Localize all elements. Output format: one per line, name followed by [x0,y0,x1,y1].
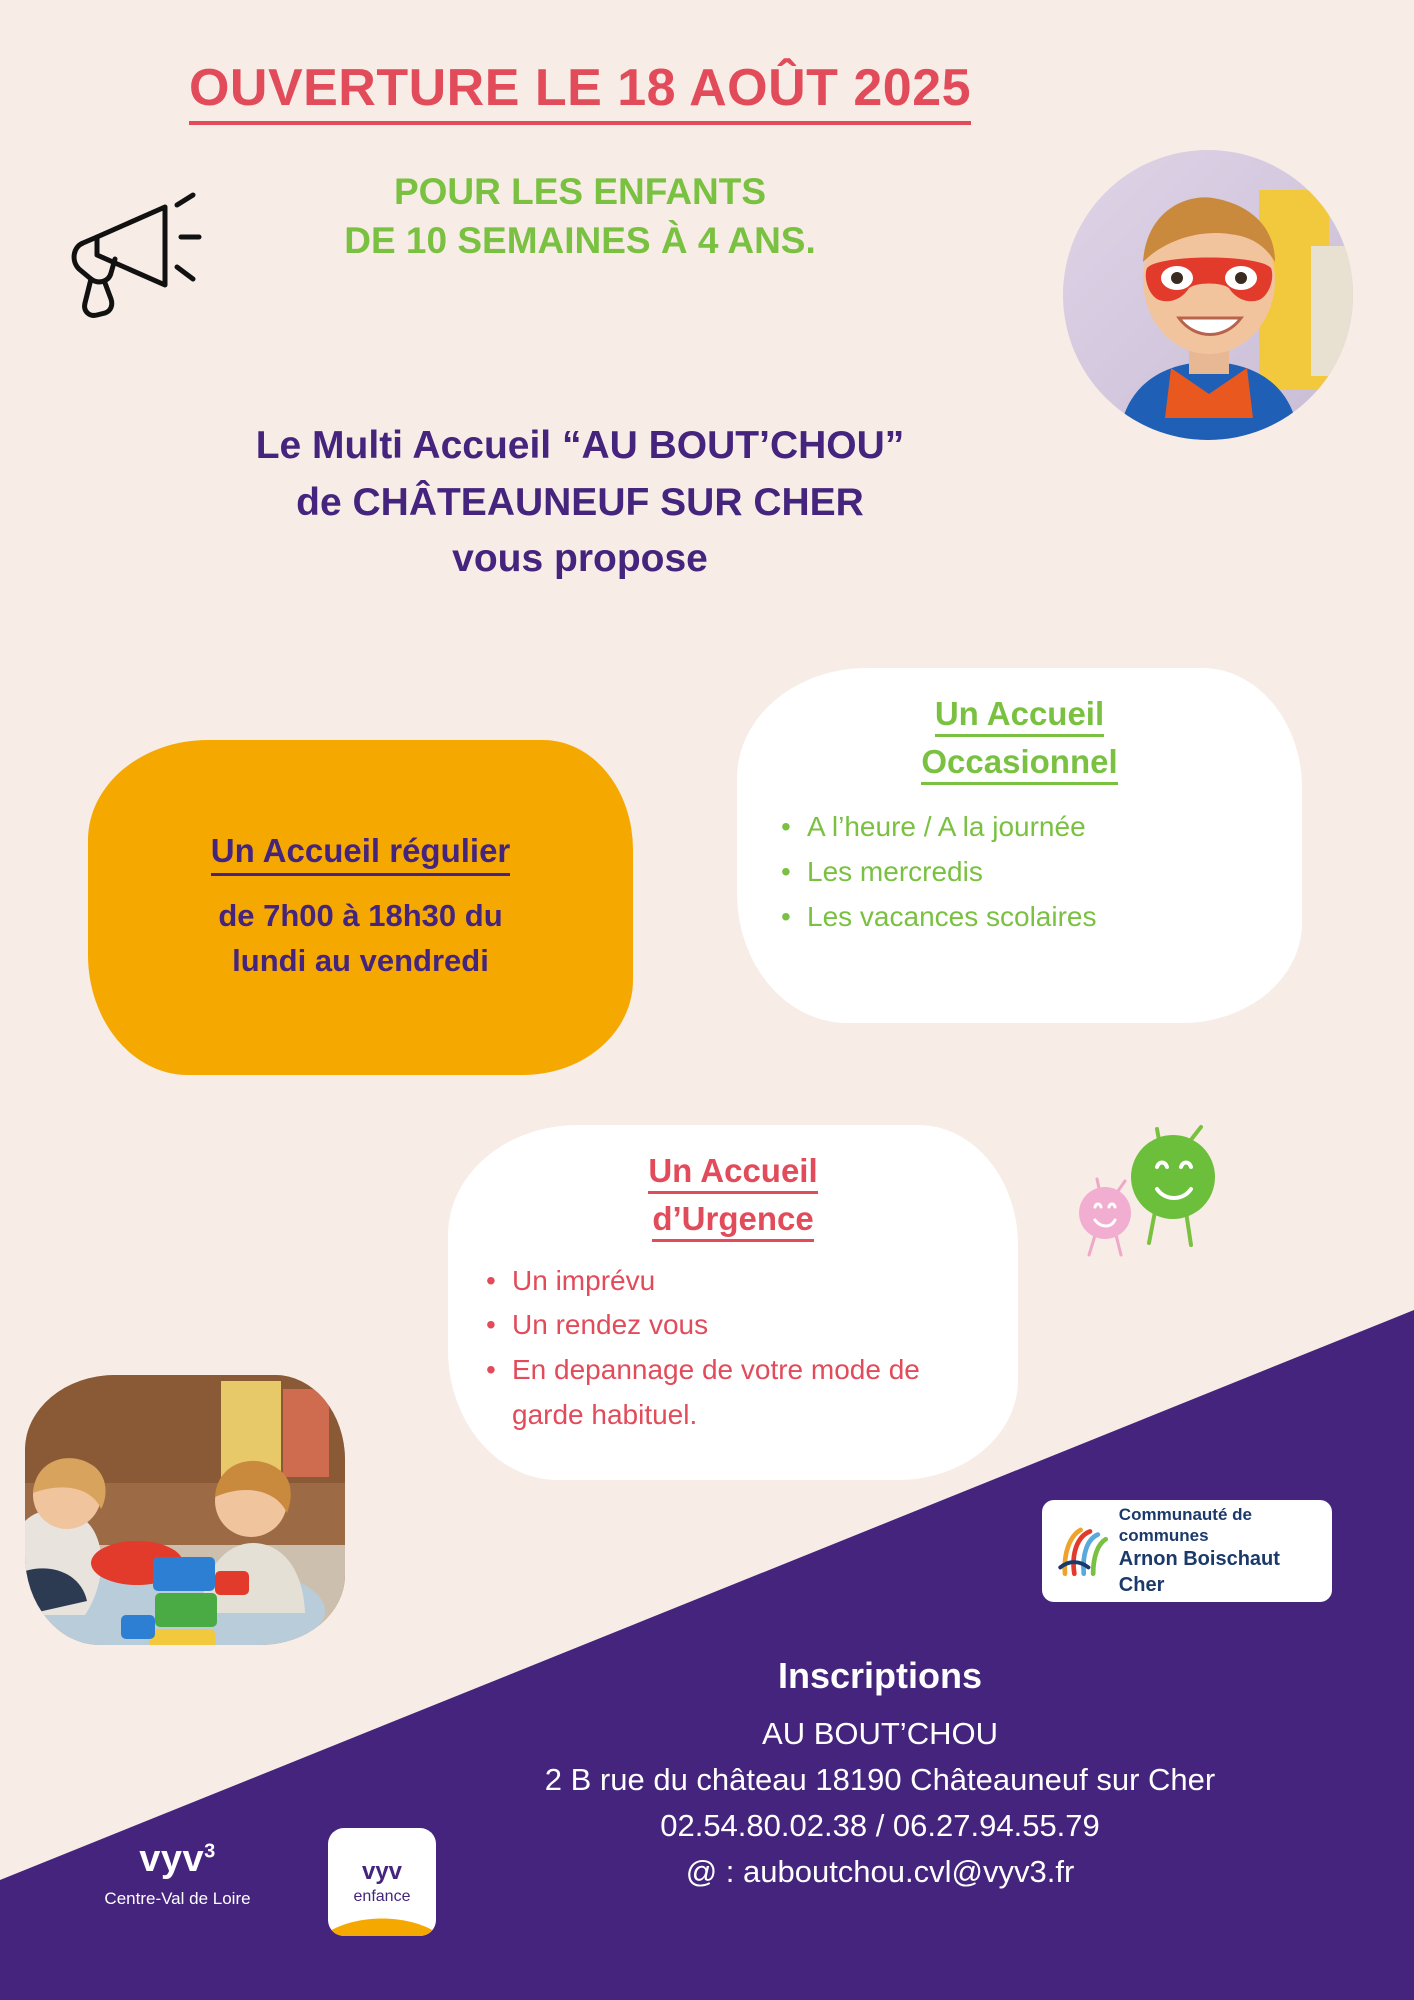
page-title [0,58,1160,118]
card-accueil-urgence-list [482,1259,984,1438]
vyv-enfance-logo [328,1828,436,1936]
headline-text: OUVERTURE LE 18 AOÛT 2025 [189,59,971,125]
inscriptions-phones: 02.54.80.02.38 / 06.27.94.55.79 [660,1807,1100,1843]
card-accueil-occasionnel-list [771,804,1268,940]
cdc-logo-line-1: Communauté de communes [1118,1504,1252,1546]
intro-text [60,418,1100,588]
card-accueil-regulier [88,740,633,1075]
cdc-logo-text [1119,1504,1320,1599]
vyv3-wordmark: vyv [139,1838,205,1880]
list-item: • Les mercredis [807,849,1268,894]
card-accueil-regulier-line-2: lundi au vendredi [232,942,489,978]
vyv3-region: Centre-Val de Loire [104,1889,251,1908]
vyv-enfance-wordmark: vyv [361,1858,403,1885]
card-accueil-urgence-title [482,1147,984,1243]
inscriptions-name: AU BOUT’CHOU [762,1716,998,1751]
cdc-logo-line-2: Arnon Boischaut Cher [1118,1548,1280,1596]
communaute-de-communes-logo [1042,1500,1332,1602]
smiley-characters-icon [1045,1105,1235,1270]
card-accueil-urgence-title-line-2: d’Urgence [652,1200,813,1242]
vyv3-mark [85,1838,270,1881]
inscriptions-address: 2 B rue du château 18190 Châteauneuf sur Cher [544,1761,1216,1797]
inscriptions-block [370,1655,1390,1895]
child-photo [1063,150,1353,440]
subheadline-line-2: DE 10 SEMAINES À 4 ANS. [344,219,816,261]
list-item: • Les vacances scolaires [807,894,1268,939]
subheadline-line-1: POUR LES ENFANTS [393,171,767,212]
card-accueil-regulier-line-1: de 7h00 à 18h30 du [218,897,503,933]
card-accueil-occasionnel [737,668,1302,1023]
list-item: • En depannage de votre mode de garde habituel. [512,1348,984,1438]
vyv-enfance-subtitle: enfance [353,1888,411,1905]
card-accueil-urgence-title-line-1: Un Accueil [648,1152,817,1194]
vyv-enfance-swoosh-icon [328,1910,436,1936]
intro-line-1: Le Multi Accueil “AU BOUT’CHOU” [255,424,905,467]
card-accueil-occasionnel-title-line-2: Occasionnel [921,743,1117,785]
inscriptions-heading: Inscriptions [777,1655,983,1696]
vyv3-logo [85,1838,270,1909]
intro-line-2: de CHÂTEAUNEUF SUR CHER [296,480,864,524]
list-item: • Un rendez vous [512,1303,984,1348]
cdc-emblem-icon [1054,1518,1109,1584]
card-accueil-occasionnel-title-line-1: Un Accueil [935,695,1104,737]
megaphone-icon [55,185,205,330]
list-item: • Un imprévu [512,1259,984,1304]
card-accueil-regulier-title: Un Accueil régulier [211,832,511,876]
subheadline [200,168,960,266]
intro-line-3: vous propose [452,537,708,581]
inscriptions-email: @ : auboutchou.cvl@vyv3.fr [685,1853,1075,1889]
kids-playing-photo [25,1375,345,1645]
card-accueil-occasionnel-title [771,690,1268,786]
list-item: • A l’heure / A la journée [807,804,1268,849]
vyv3-exponent: 3 [204,1840,216,1863]
card-accueil-urgence [448,1125,1018,1480]
